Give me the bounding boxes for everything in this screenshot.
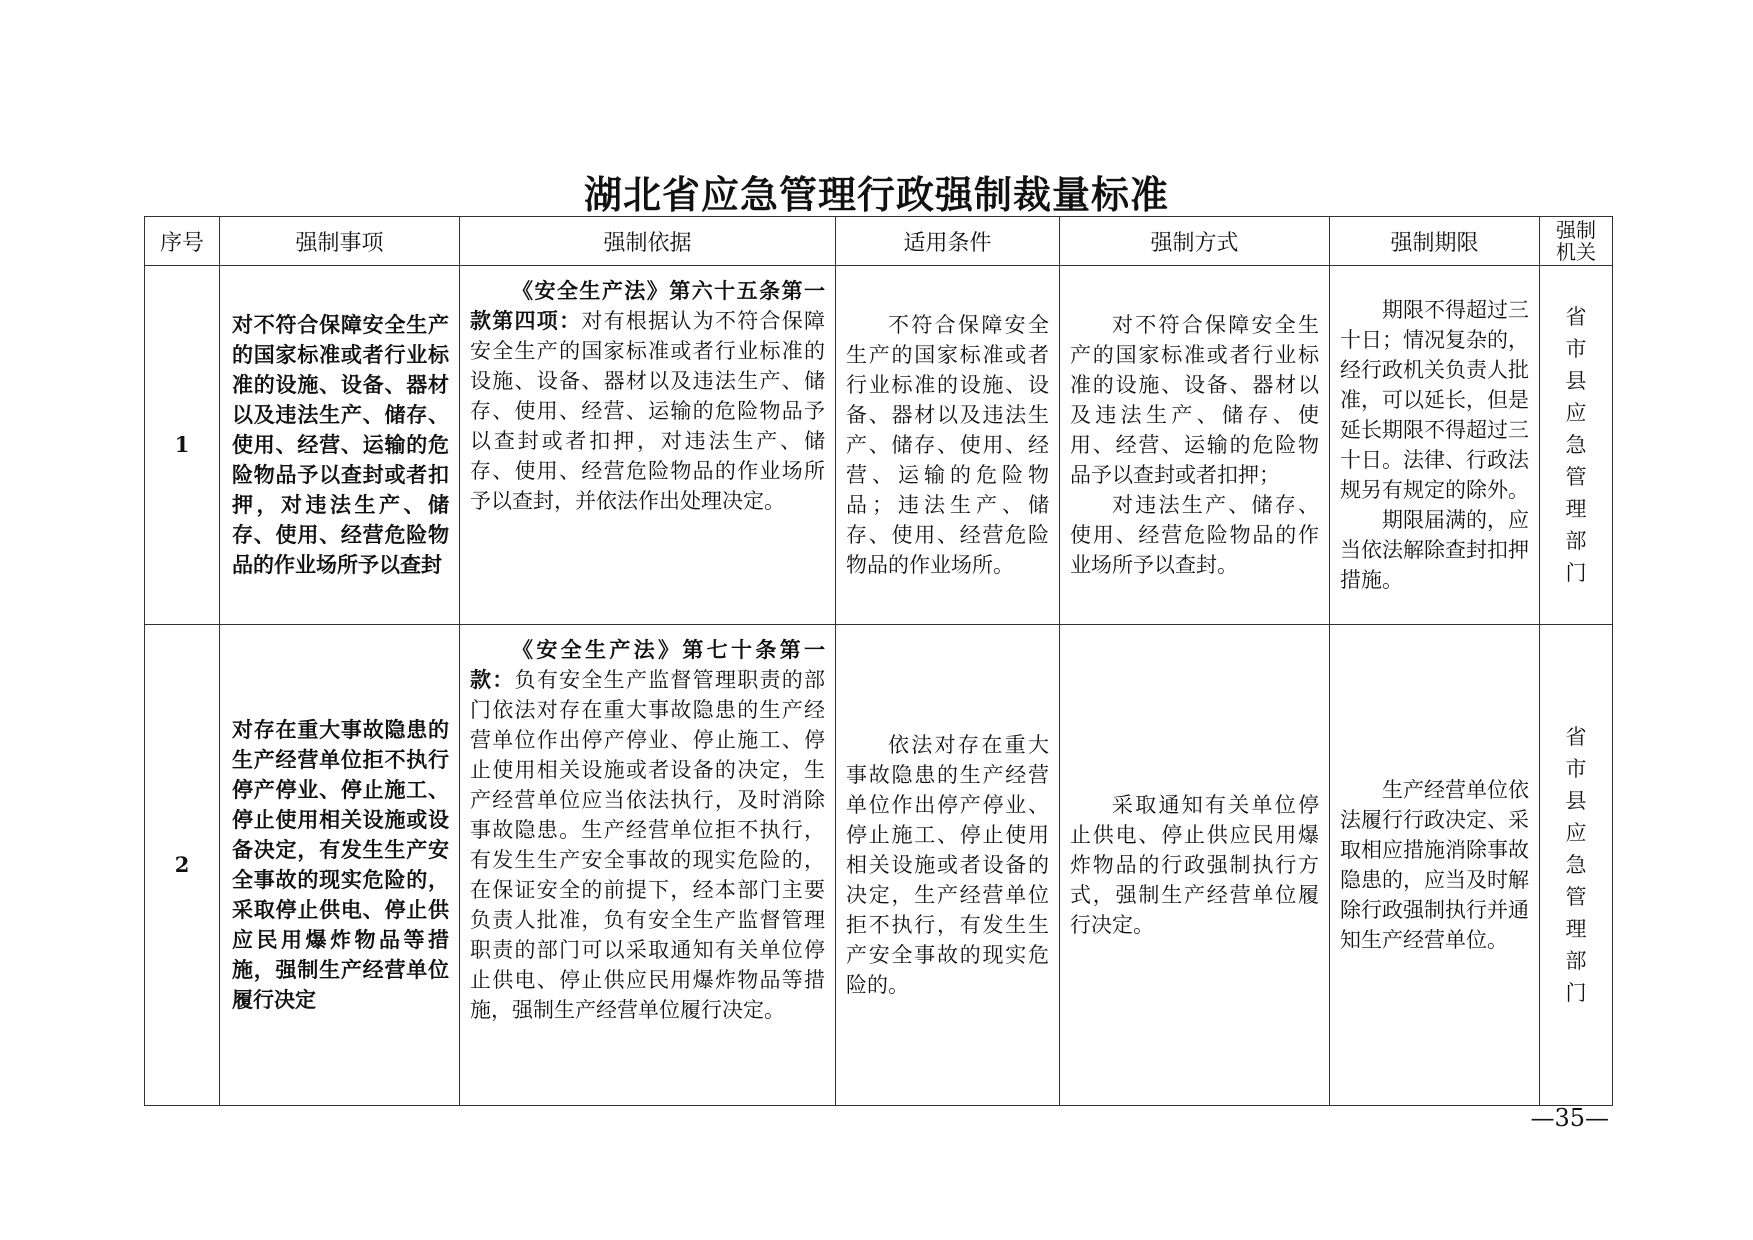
row-deadline xyxy=(1330,266,1540,625)
discretion-standard-table xyxy=(144,216,1613,1106)
basis-citation: 《安全生产法》第六十五条第一款第四项： xyxy=(470,278,825,333)
row-seq: 2 xyxy=(145,625,220,1106)
row-agency xyxy=(1540,625,1613,1106)
header-agency xyxy=(1540,217,1613,266)
agency-char: 县 xyxy=(1565,789,1587,813)
header-conditions: 适用条件 xyxy=(836,217,1060,266)
page-number: —35— xyxy=(1530,1104,1609,1132)
deadline-paragraph-1: 期限不得超过三十日；情况复杂的，经行政机关负责人批准，可以延长，但是延长期限不得超过三十日。法律、行政法规另有规定的除外。 xyxy=(1340,298,1529,502)
header-seq: 序号 xyxy=(145,217,220,266)
header-deadline: 强制期限 xyxy=(1330,217,1540,266)
conditions-text: 不符合保障安全生产的国家标准或者行业标准的设施、设备、器材以及违法生产、储存、使用、经营、运输的危险物品；违法生产、储存、使用、经营危险物品的作业场所。 xyxy=(846,313,1049,577)
agency-char: 应 xyxy=(1565,401,1587,425)
deadline-paragraph-2: 期限届满的，应当依法解除查封扣押措施。 xyxy=(1340,508,1529,592)
row-method xyxy=(1060,625,1330,1106)
basis-paragraph xyxy=(470,635,825,1025)
page-title: 湖北省应急管理行政强制裁量标准 xyxy=(583,172,1169,217)
table-row xyxy=(145,266,1613,625)
agency-char: 市 xyxy=(1565,337,1587,361)
agency-char: 管 xyxy=(1565,465,1587,489)
header-matter: 强制事项 xyxy=(220,217,460,266)
conditions-text: 依法对存在重大事故隐患的生产经营单位作出停产停业、停止施工、停止使用相关设施或者设备的决定，生产经营单位拒不执行，有发生生产安全事故的现实危险的。 xyxy=(846,733,1049,997)
row-seq: 1 xyxy=(145,266,220,625)
agency-char: 管 xyxy=(1565,885,1587,909)
agency-char: 部 xyxy=(1565,949,1587,973)
agency-char: 市 xyxy=(1565,757,1587,781)
agency-char: 急 xyxy=(1565,433,1587,457)
method-paragraph-2: 对违法生产、储存、使用、经营危险物品的作业场所予以查封。 xyxy=(1070,493,1319,577)
basis-text: 负有安全生产监督管理职责的部门依法对存在重大事故隐患的生产经营单位作出停产停业、停止施工、停止使用相关设施或者设备的决定，生产经营单位应当依法执行，及时消除事故隐患。生产经营单位拒不执行，有发生生产安全事故的现实危险的，在保证安全的前提下，经本部门主要负责人批准，负有安全生产监督管理职责的部门可以采取通知有关单位停止供电、停止供应民用爆炸物品等措施，强制生产经营单位履行决定。 xyxy=(470,668,826,1022)
agency-char: 理 xyxy=(1565,497,1587,521)
basis-citation: 《安全生产法》第七十条第一款： xyxy=(470,637,825,692)
agency-char: 急 xyxy=(1565,853,1587,877)
header-method: 强制方式 xyxy=(1060,217,1330,266)
method-paragraph-1: 对不符合保障安全生产的国家标准或者行业标准的设施、设备、器材以及违法生产、储存、使用、经营、运输的危险物品予以查封或者扣押； xyxy=(1070,313,1319,487)
row-basis xyxy=(460,625,836,1106)
row-agency xyxy=(1540,266,1613,625)
row-matter: 对存在重大事故隐患的生产经营单位拒不执行停产停业、停止施工、停止使用相关设施或设备决定，有发生生产安全事故的现实危险的，采取停止供电、停止供应民用爆炸物品等措施，强制生产经营单位履行决定 xyxy=(220,625,460,1106)
agency-char: 部 xyxy=(1565,529,1587,553)
row-matter: 对不符合保障安全生产的国家标准或者行业标准的设施、设备、器材以及违法生产、储存、使用、经营、运输的危险物品予以查封或者扣押，对违法生产、储存、使用、经营危险物品的作业场所予以查封 xyxy=(220,266,460,625)
header-basis: 强制依据 xyxy=(460,217,836,266)
agency-char: 县 xyxy=(1565,369,1587,393)
row-deadline xyxy=(1330,625,1540,1106)
header-agency-line2: 机关 xyxy=(1556,240,1596,264)
basis-paragraph xyxy=(470,276,825,516)
agency-char: 门 xyxy=(1565,981,1587,1005)
agency-char: 门 xyxy=(1565,561,1587,585)
header-agency-line1: 强制 xyxy=(1556,218,1596,242)
row-conditions xyxy=(836,625,1060,1106)
row-basis xyxy=(460,266,836,625)
agency-char: 理 xyxy=(1565,917,1587,941)
basis-text: 对有根据认为不符合保障安全生产的国家标准或者行业标准的设施、设备、器材以及违法生产、储存、使用、经营、运输的危险物品予以查封或者扣押，对违法生产、储存、使用、经营危险物品的作业场所予以查封，并依法作出处理决定。 xyxy=(470,309,826,513)
method-paragraph-1: 采取通知有关单位停止供电、停止供应民用爆炸物品的行政强制执行方式，强制生产经营单位履行决定。 xyxy=(1070,793,1319,937)
table-header-row xyxy=(145,217,1613,266)
deadline-paragraph-1: 生产经营单位依法履行行政决定、采取相应措施消除事故隐患的，应当及时解除行政强制执行并通知生产经营单位。 xyxy=(1340,778,1529,952)
row-conditions xyxy=(836,266,1060,625)
row-method xyxy=(1060,266,1330,625)
agency-char: 应 xyxy=(1565,821,1587,845)
agency-char: 省 xyxy=(1565,725,1587,749)
table-row xyxy=(145,625,1613,1106)
agency-char: 省 xyxy=(1565,305,1587,329)
